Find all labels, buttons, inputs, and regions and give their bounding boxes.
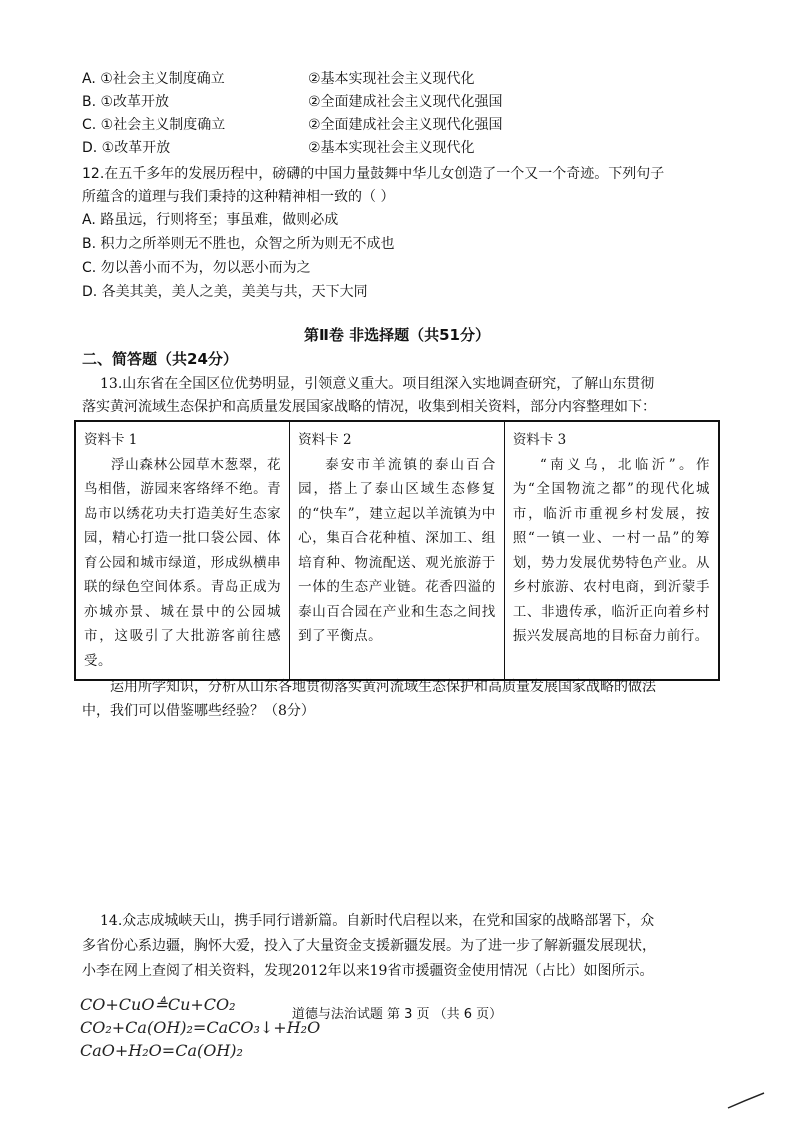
q13-question-line1: 运用所学知识，分析从山东各地贯彻落实黄河流域生态保护和高质量发展国家战略的做法 bbox=[110, 679, 656, 695]
q12-choice-d: D. 各美其美，美人之美，美美与共，天下大同 bbox=[82, 284, 368, 300]
option-right: ②全面建成社会主义现代化强国 bbox=[308, 94, 503, 110]
handwriting-line: CO₂+Ca(OH)₂=CaCO₃↓+H₂O bbox=[80, 1018, 321, 1037]
q12-stem-line2: 所蕴含的道理与我们秉持的这种精神相一致的（ ） bbox=[82, 189, 395, 205]
option-right: ②基本实现社会主义现代化 bbox=[308, 71, 475, 87]
q13-intro-line2: 落实黄河流域生态保护和高质量发展国家战略的情况，收集到相关资料，部分内容整理如下： bbox=[82, 399, 656, 415]
q12-stem-line1: 12.在五千多年的发展历程中，磅礴的中国力量鼓舞中华儿女创造了一个又一个奇迹。下列句子 bbox=[82, 166, 665, 182]
q14-line2: 多省份心系边疆，胸怀大爱，投入了大量资金支援新疆发展。为了进一步了解新疆发展现状， bbox=[82, 938, 656, 954]
card-body: 浮山森林公园草木葱翠，花鸟相偕，游园来客络绎不绝。青岛市以绣花功夫打造美好生态家园，精心打造一批口袋公园、体育公园和城市绿道，形成纵横串联的绿色空间体系。青岛正成为亦城亦景、城在景中的公园城市，这吸引了大批游客前往感受。 bbox=[84, 456, 282, 669]
section-title: 第Ⅱ卷 非选择题（共51分） bbox=[304, 326, 490, 344]
card-body: 泰安市羊流镇的泰山百合园，搭上了泰山区域生态修复的“快车”，建立起以羊流镇为中心，集百合花种植、深加工、组培育种、物流配送、观光旅游于一体的生态产业链。花香四溢的泰山百合园在产业和生态之间找到了平衡点。 bbox=[298, 456, 496, 644]
option-left: A. ①社会主义制度确立 bbox=[82, 71, 225, 87]
section-subtitle: 二、简答题（共24分） bbox=[82, 350, 238, 368]
pen-stroke-mark bbox=[726, 1090, 766, 1110]
card-title: 资料卡 2 bbox=[298, 432, 352, 448]
q12-choice-b: B. 积力之所举则无不胜也，众智之所为则无不成也 bbox=[82, 236, 395, 252]
option-left: C. ①社会主义制度确立 bbox=[82, 117, 226, 133]
q13-intro-line1: 13.山东省在全国区位优势明显，引领意义重大。项目组深入实地调查研究，了解山东贯彻 bbox=[100, 376, 655, 392]
card-title: 资料卡 1 bbox=[84, 432, 138, 448]
q13-question-line2: 中，我们可以借鉴哪些经验？（8分） bbox=[82, 703, 315, 719]
option-left: B. ①改革开放 bbox=[82, 94, 170, 110]
page-footer: 道德与法治试题 第 3 页 （共 6 页） bbox=[291, 1007, 503, 1022]
q14-line1: 14.众志成城峡天山，携手同行谱新篇。自新时代启程以来，在党和国家的战略部署下，众 bbox=[100, 913, 655, 929]
q12-choice-a: A. 路虽远，行则将至；事虽难，做则必成 bbox=[82, 212, 339, 228]
card-title: 资料卡 3 bbox=[512, 432, 567, 448]
handwriting-line: CO+CuO≜Cu+CO₂ bbox=[80, 995, 236, 1014]
handwriting-line: CaO+H₂O=Ca(OH)₂ bbox=[80, 1041, 243, 1060]
option-right: ②基本实现社会主义现代化 bbox=[308, 140, 475, 156]
material-card-3 bbox=[504, 421, 719, 680]
option-right: ②全面建成社会主义现代化强国 bbox=[308, 117, 503, 133]
material-card-2 bbox=[290, 421, 505, 680]
card-body: “南义乌，北临沂”。作为“全国物流之都”的现代化城市，临沂市重视乡村发展，按照“一镇一业、一村一品”的筹划，势力发展优势特色产业。从乡村旅游、农村电商，到沂蒙手工、非遗传承，临沂正向着乡村振兴发展高地的目标奋力前行。 bbox=[512, 456, 710, 644]
q14-line3: 小李在网上查阅了相关资料，发现2012年以来19省市援疆资金使用情况（占比）如图所示。 bbox=[82, 963, 654, 979]
option-left: D. ①改革开放 bbox=[82, 140, 171, 156]
material-cards-table bbox=[74, 420, 720, 681]
material-card-1 bbox=[75, 421, 290, 680]
q12-choice-c: C. 勿以善小而不为，勿以恶小而为之 bbox=[82, 260, 311, 276]
